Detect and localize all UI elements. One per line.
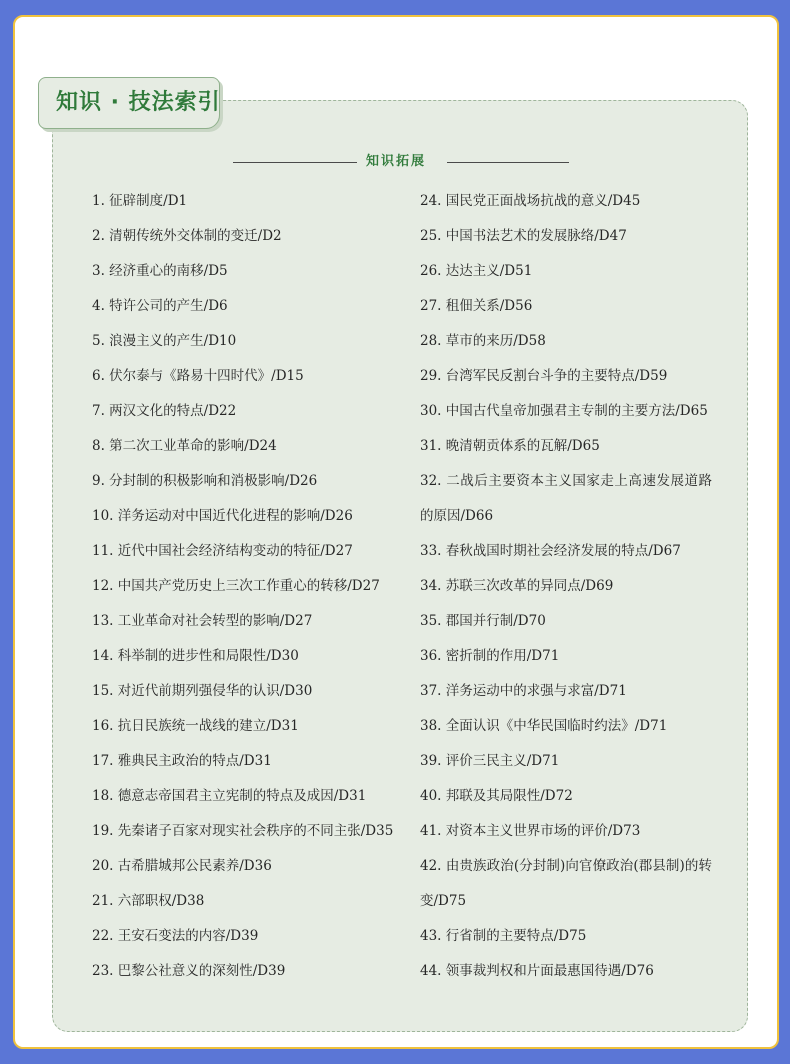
index-item: 28. 草市的来历/D58 [420,333,546,349]
index-item: 6. 伏尔泰与《路易十四时代》/D15 [92,368,304,384]
index-item: 23. 巴黎公社意义的深刻性/D39 [92,963,286,979]
index-item: 24. 国民党正面战场抗战的意义/D45 [420,193,641,209]
index-item: 18. 德意志帝国君主立宪制的特点及成因/D31 [92,788,367,804]
index-item: 27. 租佃关系/D56 [420,298,533,314]
index-item: 10. 洋务运动对中国近代化进程的影响/D26 [92,508,353,524]
index-item: 37. 洋务运动中的求强与求富/D71 [420,683,627,699]
index-item: 29. 台湾军民反割台斗争的主要特点/D59 [420,368,668,384]
index-item: 4. 特许公司的产生/D6 [92,298,228,314]
index-item: 34. 苏联三次改革的异同点/D69 [420,578,614,594]
index-item: 22. 王安石变法的内容/D39 [92,928,259,944]
index-item: 38. 全面认识《中华民国临时约法》/D71 [420,718,668,734]
index-item: 5. 浪漫主义的产生/D10 [92,333,237,349]
index-item: 8. 第二次工业革命的影响/D24 [92,438,277,454]
index-item: 40. 邦联及其局限性/D72 [420,788,573,804]
index-item: 16. 抗日民族统一战线的建立/D31 [92,718,299,734]
page-title: 知识 · 技法索引 [56,90,221,115]
index-item: 12. 中国共产党历史上三次工作重心的转移/D27 [92,578,380,594]
index-column-right [420,184,712,989]
index-item: 2. 清朝传统外交体制的变迁/D2 [92,228,282,244]
index-item: 7. 两汉文化的特点/D22 [92,403,237,419]
section-rule-right [447,162,569,163]
section-rule-left [233,162,357,163]
index-item: 33. 春秋战国时期社会经济发展的特点/D67 [420,543,681,559]
index-item: 44. 领事裁判权和片面最惠国待遇/D76 [420,963,654,979]
index-item: 1. 征辟制度/D1 [92,193,188,209]
index-item: 42. 由贵族政治(分封制)向官僚政治(郡县制)的转变/D75 [420,858,712,909]
index-item: 41. 对资本主义世界市场的评价/D73 [420,823,641,839]
index-item: 17. 雅典民主政治的特点/D31 [92,753,272,769]
index-item: 31. 晚清朝贡体系的瓦解/D65 [420,438,600,454]
index-item: 19. 先秦诸子百家对现实社会秩序的不同主张/D35 [92,823,394,839]
index-item: 13. 工业革命对社会转型的影响/D27 [92,613,313,629]
index-item: 39. 评价三民主义/D71 [420,753,560,769]
section-title: 知识拓展 [366,154,427,169]
index-item: 35. 郡国并行制/D70 [420,613,546,629]
index-item: 9. 分封制的积极影响和消极影响/D26 [92,473,318,489]
index-item: 32. 二战后主要资本主义国家走上高速发展道路的原因/D66 [420,473,712,524]
index-item: 11. 近代中国社会经济结构变动的特征/D27 [92,543,353,559]
index-item: 36. 密折制的作用/D71 [420,648,560,664]
index-item: 14. 科举制的进步性和局限性/D30 [92,648,299,664]
index-item: 25. 中国书法艺术的发展脉络/D47 [420,228,627,244]
index-item: 3. 经济重心的南移/D5 [92,263,228,279]
index-item: 20. 古希腊城邦公民素养/D36 [92,858,272,874]
index-item: 43. 行省制的主要特点/D75 [420,928,587,944]
index-column-left [92,184,402,989]
index-item: 30. 中国古代皇帝加强君主专制的主要方法/D65 [420,403,708,419]
index-item: 15. 对近代前期列强侵华的认识/D30 [92,683,313,699]
index-item: 26. 达达主义/D51 [420,263,533,279]
index-item: 21. 六部职权/D38 [92,893,205,909]
